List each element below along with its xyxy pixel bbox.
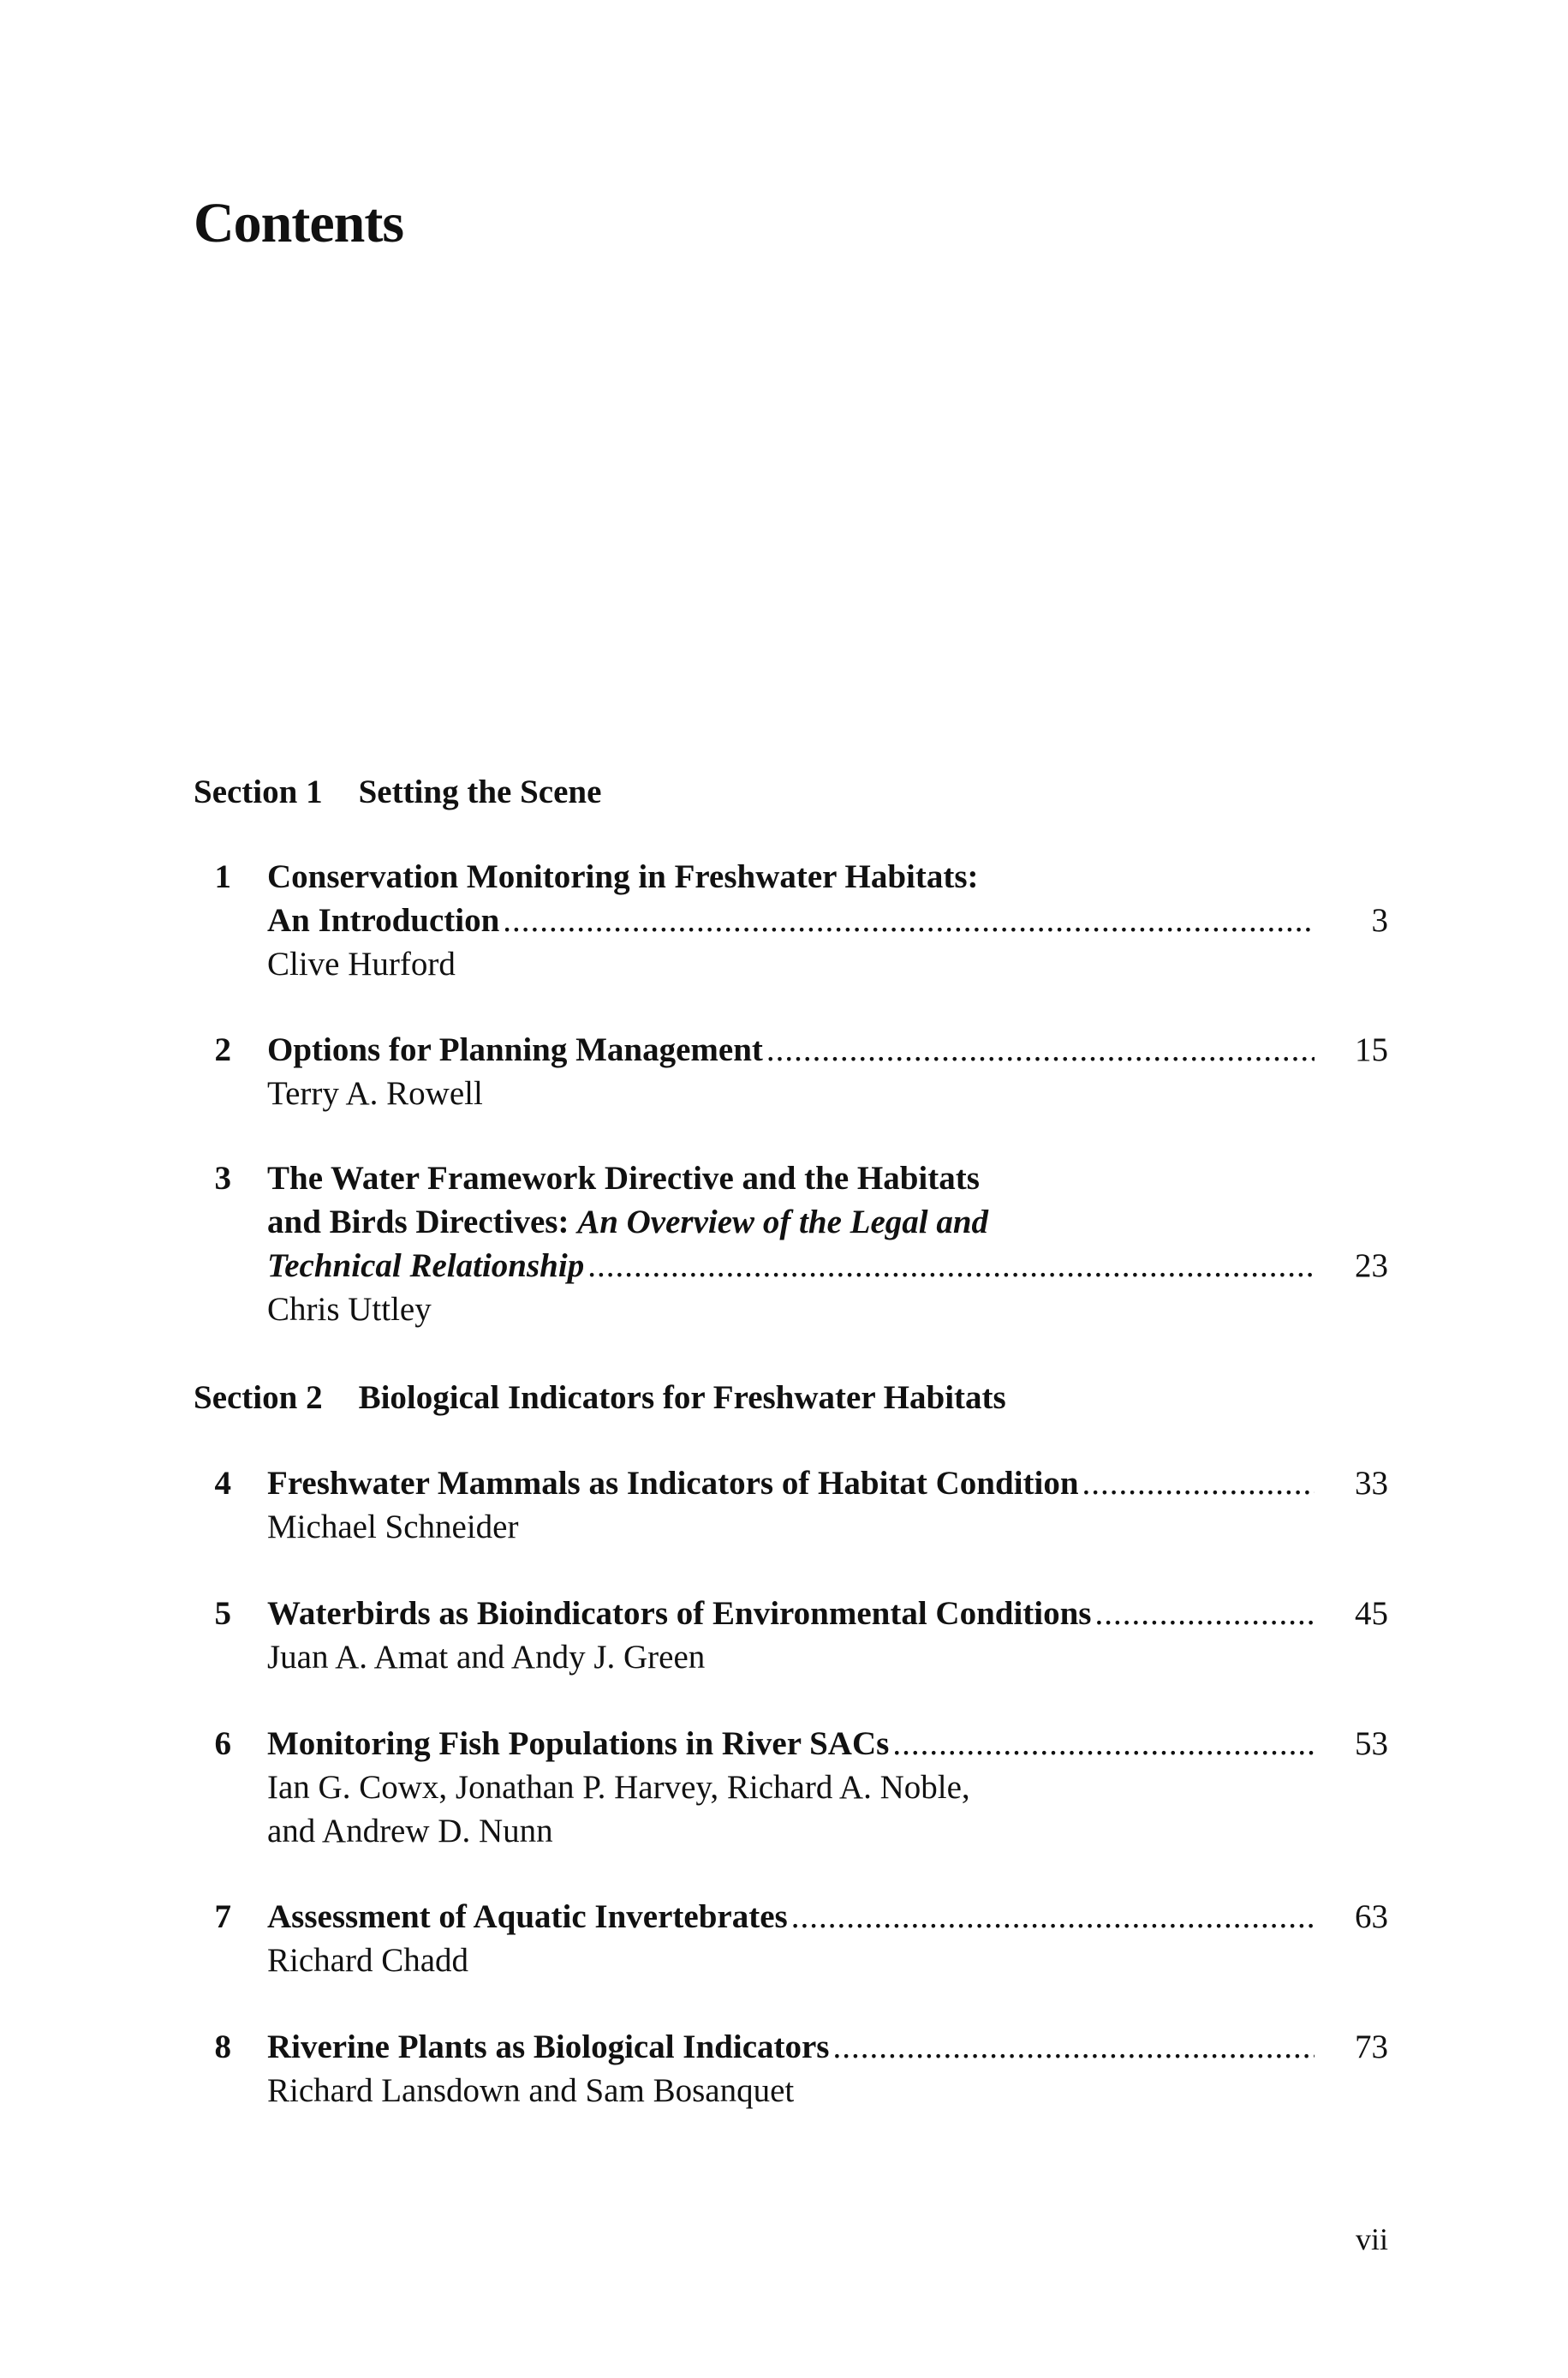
page-number[interactable]: 63 bbox=[1355, 1898, 1388, 1935]
chapter-title-last-line[interactable] bbox=[267, 899, 1315, 942]
toc-entry-3[interactable] bbox=[194, 1156, 1388, 1331]
chapter-number: 1 bbox=[214, 858, 231, 895]
dot-leader bbox=[892, 1722, 1315, 1766]
chapter-title-prefix[interactable]: and Birds Directives: bbox=[267, 1204, 578, 1240]
toc-entry-6[interactable] bbox=[194, 1722, 1388, 1853]
chapter-title-line[interactable]: The Water Framework Directive and the Habitats bbox=[267, 1160, 980, 1197]
toc-entry-5[interactable] bbox=[194, 1592, 1388, 1679]
chapter-title-text[interactable]: Assessment of Aquatic Invertebrates bbox=[267, 1898, 788, 1935]
chapter-title-line[interactable]: Conservation Monitoring in Freshwater Habitats: bbox=[267, 858, 979, 895]
section-label: Section 1 bbox=[194, 774, 323, 810]
chapter-title-last-line[interactable] bbox=[267, 1592, 1315, 1635]
chapter-title-last-line[interactable] bbox=[267, 1895, 1315, 1939]
section-title: Setting the Scene bbox=[358, 774, 602, 810]
chapter-number: 7 bbox=[214, 1898, 231, 1935]
page-number[interactable]: 45 bbox=[1355, 1595, 1388, 1632]
chapter-title-last-line[interactable] bbox=[267, 1244, 1315, 1288]
page-number[interactable]: 23 bbox=[1355, 1247, 1388, 1284]
chapter-number: 2 bbox=[214, 1031, 231, 1068]
chapter-number: 3 bbox=[214, 1160, 231, 1197]
chapter-authors: Chris Uttley bbox=[267, 1291, 432, 1328]
chapter-title-text[interactable]: Freshwater Mammals as Indicators of Habitat Condition bbox=[267, 1465, 1079, 1502]
chapter-number: 6 bbox=[214, 1725, 231, 1762]
chapter-authors: Terry A. Rowell bbox=[267, 1075, 483, 1112]
page-number[interactable]: 53 bbox=[1355, 1725, 1388, 1762]
chapter-title-text[interactable]: Options for Planning Management bbox=[267, 1031, 763, 1068]
chapter-number: 8 bbox=[214, 2028, 231, 2065]
chapter-title-text[interactable]: Waterbirds as Bioindicators of Environmental Conditions bbox=[267, 1595, 1092, 1632]
section-label: Section 2 bbox=[194, 1379, 323, 1416]
toc-entry-2[interactable] bbox=[194, 1028, 1388, 1115]
page-number[interactable]: 33 bbox=[1355, 1465, 1388, 1502]
chapter-authors: Clive Hurford bbox=[267, 946, 456, 983]
dot-leader bbox=[833, 2025, 1315, 2069]
chapter-authors-line-2: and Andrew D. Nunn bbox=[267, 1813, 553, 1849]
page-number[interactable]: 3 bbox=[1371, 902, 1388, 939]
dot-leader bbox=[1082, 1461, 1315, 1505]
page-number[interactable]: 15 bbox=[1355, 1031, 1388, 1068]
dot-leader bbox=[503, 899, 1315, 942]
dot-leader bbox=[766, 1028, 1315, 1072]
chapter-title-text[interactable]: An Introduction bbox=[267, 902, 500, 939]
chapter-authors: Richard Chadd bbox=[267, 1942, 469, 1979]
chapter-title-last-line[interactable] bbox=[267, 1722, 1315, 1766]
chapter-title-text[interactable]: Monitoring Fish Populations in River SACs bbox=[267, 1725, 890, 1762]
toc-entry-1[interactable] bbox=[194, 855, 1388, 986]
section-heading-1 bbox=[194, 775, 601, 809]
chapter-number: 4 bbox=[214, 1465, 231, 1502]
dot-leader bbox=[1094, 1592, 1315, 1635]
chapter-authors: Richard Lansdown and Sam Bosanquet bbox=[267, 2072, 795, 2109]
section-heading-2 bbox=[194, 1381, 1006, 1414]
chapter-title-last-line[interactable] bbox=[267, 1461, 1315, 1505]
page-number[interactable]: 73 bbox=[1355, 2028, 1388, 2065]
chapter-title-last-line[interactable] bbox=[267, 2025, 1315, 2069]
chapter-authors: Michael Schneider bbox=[267, 1509, 519, 1545]
dot-leader bbox=[587, 1244, 1315, 1288]
dot-leader bbox=[791, 1895, 1315, 1939]
folio-page-number: vii bbox=[1355, 2222, 1388, 2256]
chapter-authors: Ian G. Cowx, Jonathan P. Harvey, Richard A. Noble, bbox=[267, 1769, 970, 1806]
toc-entry-8[interactable] bbox=[194, 2025, 1388, 2112]
chapter-authors: Juan A. Amat and Andy J. Green bbox=[267, 1639, 706, 1676]
chapter-title-last-line[interactable] bbox=[267, 1028, 1315, 1072]
chapter-title-italic[interactable]: An Overview of the Legal and bbox=[577, 1204, 989, 1240]
chapter-number: 5 bbox=[214, 1595, 231, 1632]
toc-entry-4[interactable] bbox=[194, 1461, 1388, 1549]
section-title: Biological Indicators for Freshwater Habitats bbox=[358, 1379, 1006, 1416]
chapter-title-italic-end[interactable]: Technical Relationship bbox=[267, 1247, 585, 1284]
toc-entry-7[interactable] bbox=[194, 1895, 1388, 1982]
page-title: Contents bbox=[194, 192, 404, 254]
chapter-title-text[interactable]: Riverine Plants as Biological Indicators bbox=[267, 2028, 830, 2065]
chapter-title-line-2[interactable] bbox=[267, 1200, 1315, 1244]
